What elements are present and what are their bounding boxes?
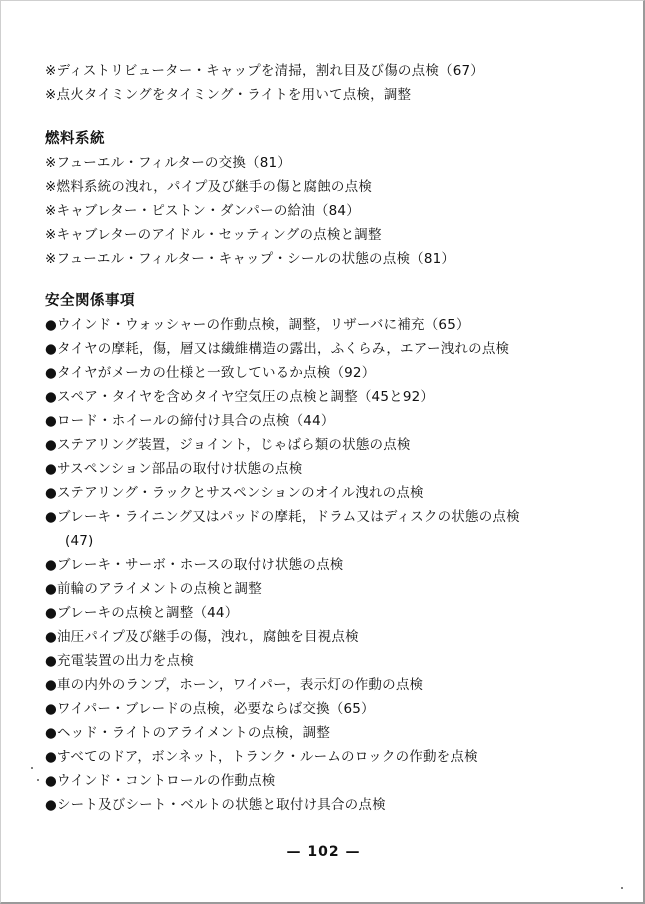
list-item: ●ウインド・コントロールの作動点検: [45, 773, 276, 789]
list-item: ●車の内外のランプ，ホーン，ワイパー，表示灯の作動の点検: [45, 677, 424, 693]
list-item: ●スペア・タイヤを含めタイヤ空気圧の点検と調整（45と92）: [45, 389, 435, 405]
list-item: ●ヘッド・ライトのアライメントの点検，調整: [45, 725, 331, 741]
list-item: ●ロード・ホイールの締付け具合の点検（44）: [45, 413, 335, 429]
list-item: ※キャブレターのアイドル・セッティングの点検と調整: [45, 227, 382, 243]
list-item: ●ブレーキの点検と調整（44）: [45, 605, 239, 621]
list-item: ※フューエル・フィルター・キャップ・シールの状態の点検（81）: [45, 251, 456, 267]
list-item: ※ディストリビューター・キャップを清掃，割れ目及び傷の点検（67）: [45, 63, 485, 79]
list-item: ●ウインド・ウォッシャーの作動点検，調整，リザーバに補充（65）: [45, 317, 470, 333]
list-item: ●ブレーキ・サーボ・ホースの取付け状態の点検: [45, 557, 344, 573]
section-heading-safety: 安全関係事項: [45, 293, 135, 309]
scan-speck: [31, 767, 33, 769]
list-item: ●タイヤがメーカの仕様と一致しているか点検（92）: [45, 365, 376, 381]
page-content: [45, 59, 605, 817]
page-number: — 102 —: [286, 844, 361, 860]
list-item: ●ブレーキ・ライニング又はパッドの摩耗，ドラム又はディスクの状態の点検: [45, 509, 520, 525]
list-item: ※点火タイミングをタイミング・ライトを用いて点検，調整: [45, 87, 412, 103]
list-item: ●充電装置の出力を点検: [45, 653, 194, 669]
list-item: ●ステアリング・ラックとサスペンションのオイル洩れの点検: [45, 485, 424, 501]
list-item: ●ステアリング装置，ジョイント，じゃばら類の状態の点検: [45, 437, 411, 453]
list-item: ●ワイパー・ブレードの点検，必要ならば交換（65）: [45, 701, 375, 717]
list-item: ※フューエル・フィルターの交換（81）: [45, 155, 291, 171]
list-item-continuation: (47): [65, 533, 94, 549]
list-item: ●サスペンション部品の取付け状態の点検: [45, 461, 303, 477]
scan-speck: [37, 779, 39, 781]
section-heading-fuel-system: 燃料系統: [45, 131, 105, 147]
list-item: ●前輪のアライメントの点検と調整: [45, 581, 262, 597]
list-item: ●タイヤの摩耗，傷，層又は繊維構造の露出，ふくらみ，エアー洩れの点検: [45, 341, 510, 357]
list-item: ※キャブレター・ピストン・ダンパーの給油（84）: [45, 203, 360, 219]
list-item: ●シート及びシート・ベルトの状態と取付け具合の点検: [45, 797, 386, 813]
list-item: ●油圧パイプ及び継手の傷，洩れ，腐蝕を目視点検: [45, 629, 359, 645]
scan-speck: [621, 887, 623, 889]
list-item: ●すべてのドア，ボンネット，トランク・ルームのロックの作動を点検: [45, 749, 478, 765]
list-item: ※燃料系統の洩れ，パイプ及び継手の傷と腐蝕の点検: [45, 179, 373, 195]
